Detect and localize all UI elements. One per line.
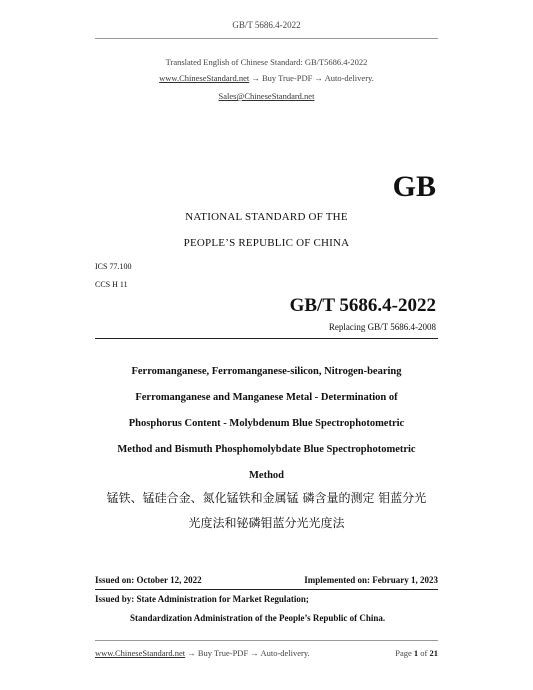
title-en-line: Method and Bismuth Phosphomolybdate Blue Spectrophotometric [117,444,416,455]
implemented-on: Implemented on: February 1, 2023 [304,575,438,585]
title-en-line: Ferromanganese, Ferromanganese-silicon, Nitrogen-bearing [131,366,402,377]
page-label: Page [395,648,414,658]
title-en-line: Ferromanganese and Manganese Metal - Determination of [135,392,398,403]
ics-code: ICS 77.100 [95,262,132,271]
title-en-line: Method [249,470,284,481]
title-zh-line: 光度法和铋磷钼蓝分光光度法 [188,516,345,530]
issued-by-2: Standardization Administration of the People’s Republic of China. [130,613,386,623]
title-en-line: Phosphorus Content - Molybdenum Blue Spectrophotometric [128,418,405,429]
bottom-buy-text: → Buy True-PDF → Auto-delivery. [185,648,310,658]
replacing-note: Replacing GB/T 5686.4-2008 [328,322,436,332]
gb-mark: GB [392,170,436,203]
national-standard-line2: PEOPLE’S REPUBLIC OF CHINA [183,237,350,249]
issued-by: Issued by: State Administration for Market Regulation; [95,594,309,604]
header-rule [95,38,438,39]
title-rule [95,338,438,339]
buy-line-text: → Buy True-PDF → Auto-delivery. [249,73,374,83]
page-number: 1 [413,648,419,658]
bottom-bar [95,648,438,658]
title-zh-line: 锰铁、锰硅合金、氮化锰铁和金属锰 磷含量的测定 钼蓝分光 [106,491,427,505]
footer-rule [95,589,438,590]
bottom-rule [95,640,438,641]
site-link[interactable]: www.ChineseStandard.net [159,73,250,83]
issued-on: Issued on: October 12, 2022 [95,575,202,585]
page-total: 21 [429,648,438,658]
bottom-site-link[interactable]: www.ChineseStandard.net [95,648,186,658]
page-indicator [395,648,438,658]
translation-notice: Translated English of Chinese Standard: GB/T5686.4-2022 [165,57,368,67]
email-line [0,91,533,101]
ccs-code: CCS H 11 [95,280,128,289]
of-label: of [418,648,430,658]
standard-code: GB/T 5686.4-2022 [289,295,436,316]
email-link[interactable]: Sales@ChineseStandard.net [218,91,315,101]
running-header: GB/T 5686.4-2022 [232,20,301,30]
buy-line [0,73,533,83]
national-standard-line1: NATIONAL STANDARD OF THE [185,211,348,223]
